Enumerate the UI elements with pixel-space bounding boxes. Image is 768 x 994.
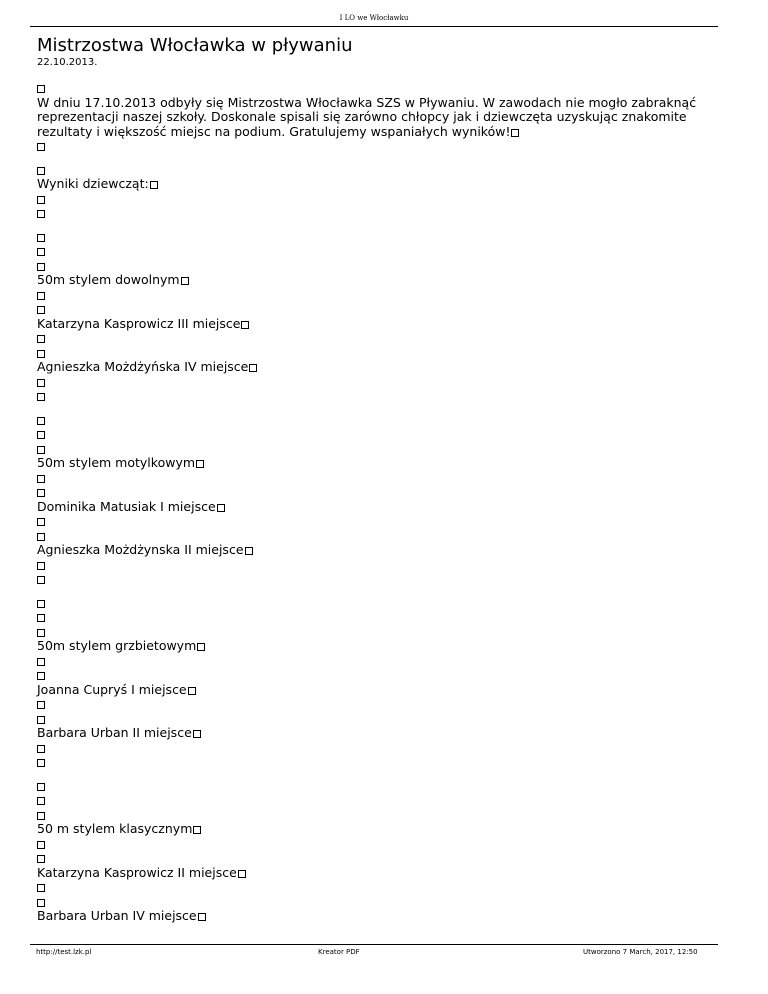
placeholder-glyph-icon (37, 234, 45, 242)
line-marker (37, 880, 727, 895)
result-entry: Katarzyna Kasprowicz II miejsce (37, 866, 727, 881)
placeholder-glyph-icon (217, 504, 225, 512)
line-marker (37, 779, 727, 794)
placeholder-glyph-icon (196, 460, 204, 468)
placeholder-glyph-icon (193, 730, 201, 738)
placeholder-glyph-icon (150, 181, 158, 189)
result-entry: Dominika Matusiak I miejsce (37, 500, 727, 515)
line-marker (37, 375, 727, 390)
placeholder-glyph-icon (37, 518, 45, 526)
placeholder-glyph-icon (37, 431, 45, 439)
line-marker (37, 610, 727, 625)
page-footer (30, 944, 718, 959)
site-name: I LO we Włocławku (339, 14, 409, 22)
placeholder-glyph-icon (188, 687, 196, 695)
line-marker (37, 755, 727, 770)
line-marker (37, 163, 727, 178)
placeholder-glyph-icon (37, 841, 45, 849)
line-marker (37, 654, 727, 669)
placeholder-glyph-icon (37, 600, 45, 608)
placeholder-glyph-icon (37, 263, 45, 271)
line-marker (37, 808, 727, 823)
placeholder-glyph-icon (37, 85, 45, 93)
line-marker (37, 288, 727, 303)
line-marker (37, 514, 727, 529)
line-marker (37, 139, 727, 154)
placeholder-glyph-icon (37, 812, 45, 820)
line-marker (37, 192, 727, 207)
placeholder-glyph-icon (37, 475, 45, 483)
line-marker (37, 485, 727, 500)
placeholder-glyph-icon (37, 562, 45, 570)
placeholder-glyph-icon (37, 393, 45, 401)
placeholder-glyph-icon (245, 547, 253, 555)
result-entry: Barbara Urban II miejsce (37, 726, 727, 741)
placeholder-glyph-icon (37, 350, 45, 358)
line-marker (37, 625, 727, 640)
line-marker (37, 206, 727, 221)
placeholder-glyph-icon (241, 321, 249, 329)
placeholder-glyph-icon (37, 446, 45, 454)
line-marker (37, 471, 727, 486)
placeholder-glyph-icon (37, 417, 45, 425)
event-name: 50 m stylem klasycznym (37, 822, 727, 837)
placeholder-glyph-icon (37, 658, 45, 666)
placeholder-glyph-icon (37, 884, 45, 892)
line-marker (37, 230, 727, 245)
placeholder-glyph-icon (37, 196, 45, 204)
result-entry: Agnieszka Możdżynska II miejsce (37, 543, 727, 558)
placeholder-glyph-icon (37, 489, 45, 497)
line-marker (37, 558, 727, 573)
footer-generator: Kreator PDF (318, 948, 360, 956)
line-marker (37, 741, 727, 756)
result-entry: Katarzyna Kasprowicz III miejsce (37, 317, 727, 332)
line-marker (37, 427, 727, 442)
placeholder-glyph-icon (37, 855, 45, 863)
line-marker (37, 331, 727, 346)
placeholder-glyph-icon (37, 672, 45, 680)
placeholder-glyph-icon (198, 913, 206, 921)
line-marker (37, 81, 727, 96)
placeholder-glyph-icon (37, 143, 45, 151)
line-marker (37, 793, 727, 808)
line-marker (37, 259, 727, 274)
placeholder-glyph-icon (37, 716, 45, 724)
line-marker (37, 697, 727, 712)
line-marker (37, 346, 727, 361)
placeholder-glyph-icon (37, 210, 45, 218)
placeholder-glyph-icon (37, 797, 45, 805)
line-marker (37, 837, 727, 852)
footer-created-date: Utworzono 7 March, 2017, 12:50 (583, 948, 698, 956)
line-marker (37, 851, 727, 866)
line-marker (37, 389, 727, 404)
placeholder-glyph-icon (249, 364, 257, 372)
article (37, 36, 727, 924)
result-entry: Barbara Urban IV miejsce (37, 909, 727, 924)
placeholder-glyph-icon (37, 248, 45, 256)
placeholder-glyph-icon (238, 870, 246, 878)
event-name: 50m stylem grzbietowym (37, 639, 727, 654)
placeholder-glyph-icon (37, 701, 45, 709)
line-marker (37, 596, 727, 611)
placeholder-glyph-icon (197, 643, 205, 651)
line-marker (37, 413, 727, 428)
line-marker (37, 572, 727, 587)
line-marker (37, 668, 727, 683)
article-date: 22.10.2013. (37, 57, 98, 68)
placeholder-glyph-icon (37, 745, 45, 753)
result-entry: Agnieszka Możdżyńska IV miejsce (37, 360, 727, 375)
line-marker (37, 244, 727, 259)
article-body (37, 81, 727, 924)
line-marker (37, 895, 727, 910)
placeholder-glyph-icon (37, 899, 45, 907)
line-marker (37, 302, 727, 317)
placeholder-glyph-icon (37, 335, 45, 343)
placeholder-glyph-icon (37, 576, 45, 584)
placeholder-glyph-icon (37, 629, 45, 637)
placeholder-glyph-icon (37, 783, 45, 791)
article-title: Mistrzostwa Włocławka w pływaniu (37, 35, 353, 56)
line-marker (37, 712, 727, 727)
placeholder-glyph-icon (37, 533, 45, 541)
placeholder-glyph-icon (37, 292, 45, 300)
placeholder-glyph-icon (37, 759, 45, 767)
result-entry: Joanna Cupryś I miejsce (37, 683, 727, 698)
placeholder-glyph-icon (193, 826, 201, 834)
placeholder-glyph-icon (37, 614, 45, 622)
placeholder-glyph-icon (37, 379, 45, 387)
footer-url[interactable]: http://test.lzk.pl (36, 948, 92, 956)
line-marker (37, 529, 727, 544)
placeholder-glyph-icon (511, 129, 519, 137)
intro-paragraph: W dniu 17.10.2013 odbyły się Mistrzostwa Włocławka SZS w Pływaniu. W zawodach nie mogło zabraknąć reprezentacji naszej szkoły. Doskonale spisali się zarówno chłopcy jak i dziewczęta uzyskując znakomite rezultaty i większość miejsc na podium. Gratulujemy wspaniałych wyników! (37, 94, 697, 139)
results-heading: Wyniki dziewcząt: (37, 177, 727, 192)
placeholder-glyph-icon (37, 167, 45, 175)
event-name: 50m stylem dowolnym (37, 273, 727, 288)
placeholder-glyph-icon (37, 306, 45, 314)
line-marker (37, 442, 727, 457)
event-name: 50m stylem motylkowym (37, 456, 727, 471)
page-header (30, 0, 718, 27)
placeholder-glyph-icon (181, 277, 189, 285)
